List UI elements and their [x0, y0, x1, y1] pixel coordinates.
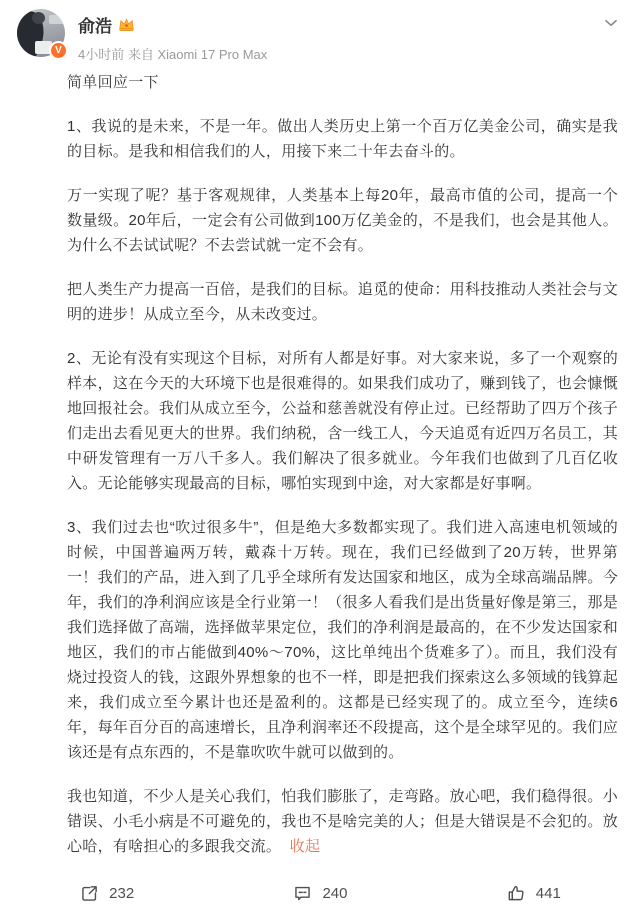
repost-button[interactable]	[0, 883, 213, 904]
like-icon	[506, 883, 527, 904]
header-text	[78, 9, 267, 63]
like-count: 441	[535, 884, 561, 902]
repost-count: 232	[109, 884, 135, 902]
chevron-down-icon[interactable]	[600, 12, 622, 34]
post-paragraph: 3、我们过去也“吹过很多牛”，但是绝大多数都实现了。我们进入高速电机领域的时候，中国普遍两万转，戴森十万转。现在，我们已经做到了20万转，世界第一！我们的产品，进入到了几乎全球所有发达国家和地区，成为全球高端品牌。今年，我们的净利润应该是全行业第一！（很多人看我们是出货量好像是第三，那是我们选择做了高端，选择做苹果定位，我们的净利润是最高的，在不少发达国家和地区，我们的市占能做到40%～70%，这比单纯出个货难多了）。而且，我们没有烧过投资人的钱，这跟外界想象的也不一样，即是把我们探索这么多领域的钱算起来，我们成立至今累计也还是盈利的。这都是已经实现了的。成立至今，连续6年，每年百分百的高速增长，且净利润率还不段提高，这个是全球罕见的。我们应该还是有点东西的，不是靠吹吹牛就可以做到的。	[67, 519, 618, 761]
post-header	[0, 0, 640, 63]
repost-icon	[79, 883, 100, 904]
action-bar	[0, 871, 640, 915]
verified-badge-icon: V	[49, 41, 68, 60]
post-paragraph-text: 我也知道，不少人是关心我们，怕我们膨胀了，走弯路。放心吧，我们稳得很。小错误、小毛小病是不可避免的，我也不是啥完美的人；但是大错误是不会犯的。放心哈，有啥担心的多跟我交流。	[67, 788, 618, 855]
like-button[interactable]	[427, 883, 640, 904]
vip-crown-icon	[118, 17, 135, 32]
username[interactable]: 俞浩	[78, 17, 112, 36]
comment-count: 240	[322, 884, 348, 902]
comment-button[interactable]	[213, 883, 426, 904]
post-paragraph: 万一实现了呢？基于客观规律，人类基本上每20年，最高市值的公司，提高一个数量级。20年后，一定会有公司做到100万亿美金的，不是我们，也会是其他人。为什么不去试试呢？不去尝试就一定不会有。	[67, 187, 618, 254]
post-paragraph: 2、无论有没有实现这个目标，对所有人都是好事。对大家来说，多了一个观察的样本，这在今天的大环境下也是很难得的。如果我们成功了，赚到钱了，也会慷慨地回报社会。我们从成立至今，公益和慈善就没有停止过。已经帮助了四万个孩子们走出去看见更大的世界。我们纳税，含一线工人，今天追觅有近四万名员工，其中研发管理有一万八千多人。我们解决了很多就业。今年我们也做到了几百亿收入。无论能够实现最高的目标，哪怕实现到中途，对大家都是好事啊。	[67, 350, 618, 492]
collapse-link[interactable]: 收起	[289, 838, 321, 855]
post-meta: 4小时前 来自 Xiaomi 17 Pro Max	[78, 47, 268, 62]
post-paragraph: 1、我说的是未来，不是一年。做出人类历史上第一个百万亿美金公司，确实是我的目标。是我和相信我们的人，用接下来二十年去奋斗的。	[67, 118, 618, 160]
post-paragraph: 把人类生产力提高一百倍，是我们的目标。追觅的使命：用科技推动人类社会与文明的进步！从成立至今，从未改变过。	[67, 281, 618, 323]
post-text	[67, 70, 618, 859]
comment-icon	[292, 883, 313, 904]
post-paragraph	[67, 784, 618, 859]
avatar[interactable]	[17, 9, 65, 57]
post-paragraph: 简单回应一下	[67, 74, 159, 91]
